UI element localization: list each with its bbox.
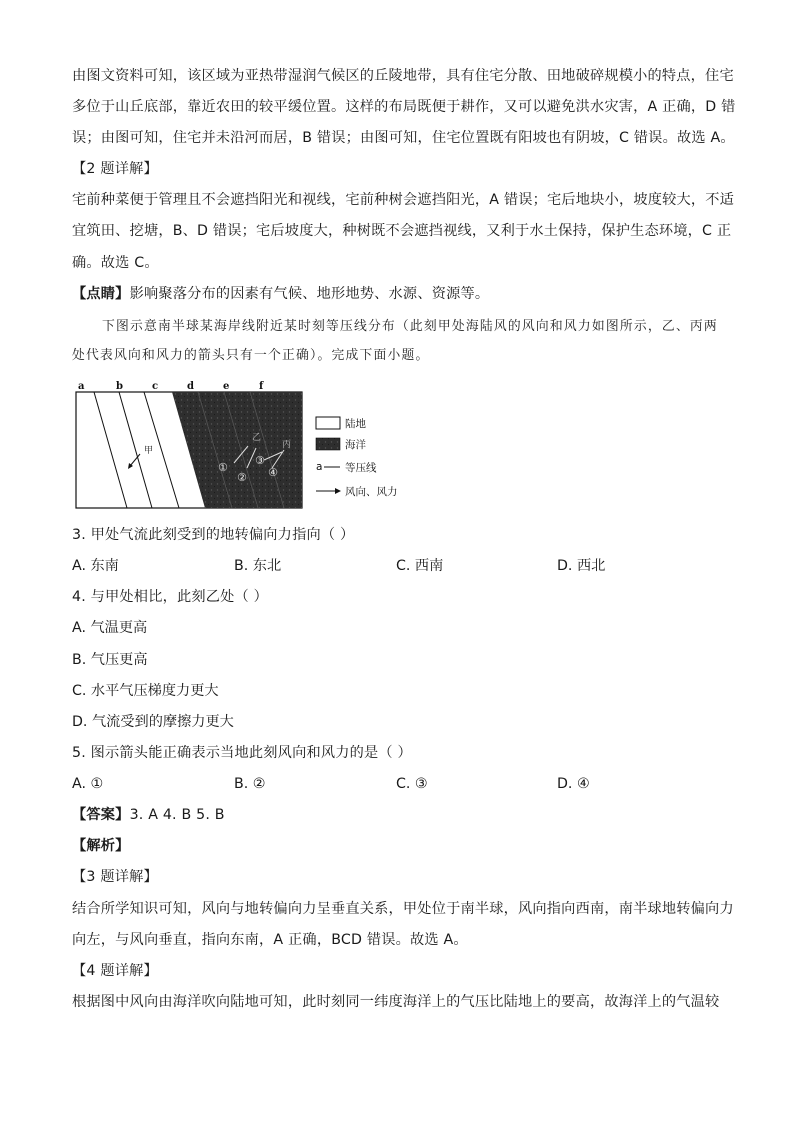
q5-option-a: A. ① (72, 776, 104, 792)
q4-option-b: B. 气压更高 (72, 652, 148, 668)
isobar-label-c: c (152, 381, 159, 392)
dianjing-label: 【点睛】 (72, 286, 130, 302)
answer-text: 3. A 4. B 5. B (129, 807, 225, 823)
legend-land-label: 陆地 (345, 418, 366, 430)
isobar-label-f: f (259, 381, 264, 392)
isobar-label-b: b (116, 381, 123, 392)
dianjing-text: 影响聚落分布的因素有气候、地形地势、水源、资源等。 (129, 286, 490, 302)
arrow-label-2: ② (237, 471, 247, 484)
legend-isobar-label: 等压线 (345, 462, 377, 474)
isobar-label-a: a (78, 381, 85, 392)
isobar-label-d: d (187, 381, 194, 392)
q4-option-c: C. 水平气压梯度力更大 (72, 683, 219, 699)
q4-heading: 【4 题详解】 (72, 963, 158, 979)
q4-option-a: A. 气温更高 (72, 620, 148, 636)
arrow-label-3: ③ (255, 454, 265, 467)
intro-line1: 下图示意南半球某海岸线附近某时刻等压线分布（此刻甲处海陆风的风向和风力如图所示，乙、丙两 (102, 319, 718, 334)
para2-line3: 确。故选 C。 (72, 255, 159, 271)
q5-option-c: C. ③ (396, 776, 428, 792)
intro-line2: 处代表风向和风力的箭头只有一个正确）。完成下面小题。 (72, 348, 430, 363)
q4-option-d: D. 气流受到的摩擦力更大 (72, 714, 234, 730)
dianjing (72, 284, 489, 304)
para3-line1: 结合所学知识可知，风向与地转偏向力呈垂直关系，甲处位于南半球，风向指向西南，南半球地转偏向力 (72, 901, 734, 917)
para3-line2: 向左，与风向垂直，指向东南，A 正确，BCD 错误。故选 A。 (72, 932, 468, 948)
q5-option-d: D. ④ (557, 776, 590, 792)
para4-line1: 根据图中风向由海洋吹向陆地可知，此时刻同一纬度海洋上的气压比陆地上的要高，故海洋上的气温较 (72, 994, 720, 1010)
isobar-label-e: e (223, 381, 230, 392)
para1-line2: 多位于山丘底部，靠近农田的较平缓位置。这样的布局既便于耕作，又可以避免洪水灾害，A 正确，D 错 (72, 99, 736, 115)
q4-stem: 4. 与甲处相比，此刻乙处（ ） (72, 589, 269, 605)
q3-heading: 【3 题详解】 (72, 869, 158, 885)
q5-stem: 5. 图示箭头能正确表示当地此刻风向和风力的是（ ） (72, 745, 412, 761)
legend-land-swatch (316, 417, 340, 429)
label-jia: 甲 (144, 446, 154, 456)
para2-line1: 宅前种菜便于管理且不会遮挡阳光和视线，宅前种树会遮挡阳光，A 错误；宅后地块小，坡度较大，不适 (72, 192, 735, 208)
arrow-label-4: ④ (268, 466, 278, 479)
analysis-label: 【解析】 (72, 838, 130, 854)
isobar-figure (72, 380, 412, 515)
label-yi: 乙 (252, 433, 262, 443)
answer-label: 【答案】 (72, 807, 130, 823)
para1-line1: 由图文资料可知，该区域为亚热带湿润气候区的丘陵地带，具有住宅分散、田地破碎规模小的特点，住宅 (72, 68, 734, 84)
q3-option-d: D. 西北 (557, 558, 606, 574)
arrow-label-1: ① (218, 461, 228, 474)
legend-ocean-label: 海洋 (345, 439, 366, 451)
q3-option-b: B. 东北 (234, 558, 282, 574)
q3-option-c: C. 西南 (396, 558, 444, 574)
legend-ocean-swatch (316, 438, 340, 450)
answer-line (72, 805, 225, 825)
q2-heading: 【2 题详解】 (72, 161, 158, 177)
para2-line2: 宜筑田、挖塘，B、D 错误；宅后坡度大，种树既不会遮挡视线，又利于水土保持，保护生态环境，C 正 (72, 223, 732, 239)
q3-option-a: A. 东南 (72, 558, 119, 574)
label-bing: 丙 (282, 440, 292, 450)
q3-stem: 3. 甲处气流此刻受到的地转偏向力指向（ ） (72, 527, 355, 543)
legend-isobar-symbol: a (316, 461, 323, 473)
para1-line3: 误；由图可知，住宅并未沿河而居，B 错误；由图可知，住宅位置既有阳坡也有阴坡，C 错误。故选 A。 (72, 130, 735, 146)
legend-wind-arrow-head (335, 488, 341, 494)
legend-wind-label: 风向、风力 (345, 486, 398, 498)
q5-option-b: B. ② (234, 776, 266, 792)
